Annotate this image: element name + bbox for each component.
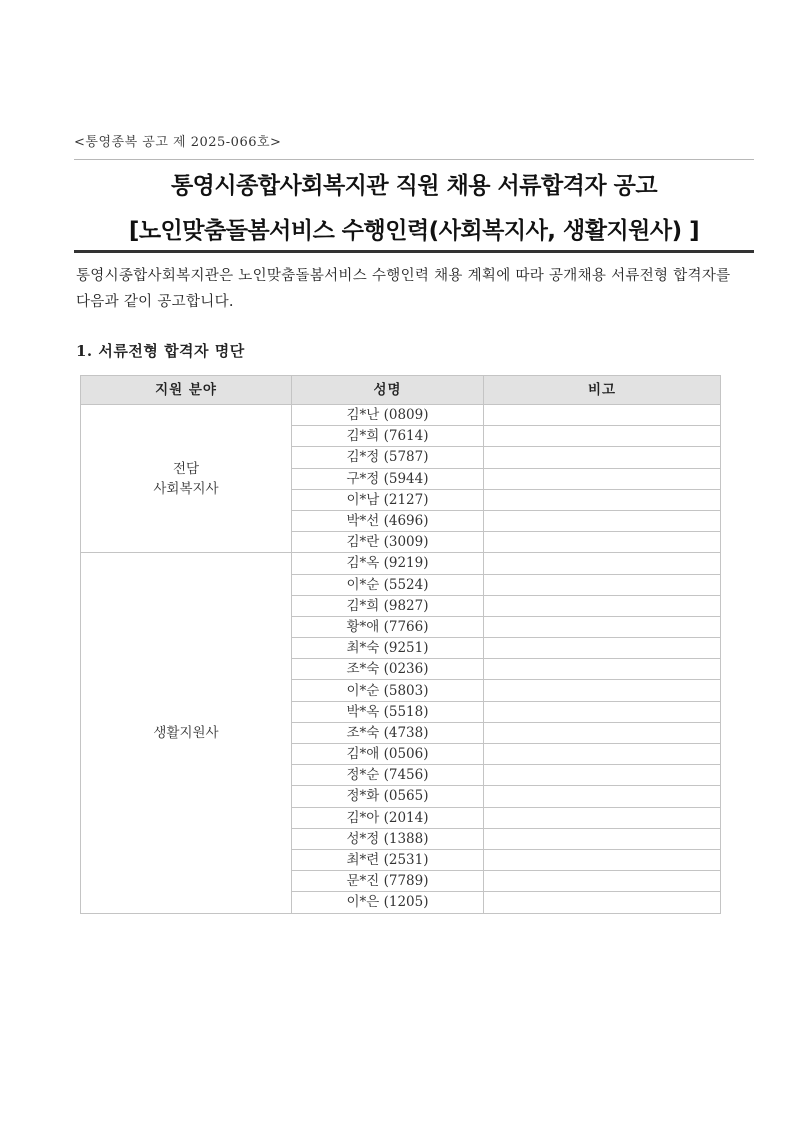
note-cell bbox=[484, 701, 721, 722]
passer-table bbox=[80, 375, 721, 914]
note-cell bbox=[484, 871, 721, 892]
note-cell bbox=[484, 532, 721, 553]
note-cell bbox=[484, 892, 721, 913]
note-cell bbox=[484, 849, 721, 870]
note-cell bbox=[484, 405, 721, 426]
table-row bbox=[81, 553, 721, 574]
name-cell: 김*란 (3009) bbox=[292, 532, 484, 553]
name-cell: 성*정 (1388) bbox=[292, 828, 484, 849]
section-heading: 1. 서류전형 합격자 명단 bbox=[76, 342, 245, 360]
notice-number: <통영종복 공고 제 2025-066호> bbox=[74, 135, 282, 150]
name-cell: 김*희 (7614) bbox=[292, 426, 484, 447]
name-cell: 박*옥 (5518) bbox=[292, 701, 484, 722]
name-cell: 이*남 (2127) bbox=[292, 489, 484, 510]
note-cell bbox=[484, 680, 721, 701]
field-label: 생활지원사 bbox=[153, 724, 219, 741]
name-cell: 최*숙 (9251) bbox=[292, 638, 484, 659]
note-cell bbox=[484, 828, 721, 849]
name-cell: 김*애 (0506) bbox=[292, 744, 484, 765]
note-cell bbox=[484, 638, 721, 659]
name-cell: 이*순 (5803) bbox=[292, 680, 484, 701]
intro-paragraph: 통영시종합사회복지관은 노인맞춤돌봄서비스 수행인력 채용 계획에 따라 공개채용 서류전형 합격자를 다음과 같이 공고합니다. bbox=[76, 268, 731, 310]
name-cell: 정*화 (0565) bbox=[292, 786, 484, 807]
note-cell bbox=[484, 616, 721, 637]
note-cell bbox=[484, 510, 721, 531]
column-header-note: 비고 bbox=[484, 376, 721, 405]
note-cell bbox=[484, 744, 721, 765]
column-header-name: 성명 bbox=[292, 376, 484, 405]
note-cell bbox=[484, 447, 721, 468]
name-cell: 이*순 (5524) bbox=[292, 574, 484, 595]
field-cell-social-worker bbox=[81, 405, 292, 553]
name-cell: 김*아 (2014) bbox=[292, 807, 484, 828]
note-cell bbox=[484, 807, 721, 828]
note-cell bbox=[484, 574, 721, 595]
name-cell: 김*난 (0809) bbox=[292, 405, 484, 426]
name-cell: 김*정 (5787) bbox=[292, 447, 484, 468]
name-cell: 구*정 (5944) bbox=[292, 468, 484, 489]
name-cell: 황*애 (7766) bbox=[292, 616, 484, 637]
name-cell: 조*숙 (4738) bbox=[292, 722, 484, 743]
divider-thick bbox=[74, 250, 754, 253]
field-cell-life-support bbox=[81, 553, 292, 913]
field-label: 사회복지사 bbox=[153, 480, 219, 497]
divider-thin bbox=[74, 159, 754, 160]
note-cell bbox=[484, 659, 721, 680]
name-cell: 문*진 (7789) bbox=[292, 871, 484, 892]
name-cell: 조*숙 (0236) bbox=[292, 659, 484, 680]
table-header-row bbox=[81, 376, 721, 405]
name-cell: 김*희 (9827) bbox=[292, 595, 484, 616]
name-cell: 최*련 (2531) bbox=[292, 849, 484, 870]
note-cell bbox=[484, 426, 721, 447]
page-subtitle: [노인맞춤돌봄서비스 수행인력(사회복지사, 생활지원사) ] bbox=[128, 218, 700, 244]
name-cell: 정*순 (7456) bbox=[292, 765, 484, 786]
note-cell bbox=[484, 489, 721, 510]
note-cell bbox=[484, 722, 721, 743]
note-cell bbox=[484, 468, 721, 489]
page-title: 통영시종합사회복지관 직원 채용 서류합격자 공고 bbox=[170, 173, 658, 199]
note-cell bbox=[484, 595, 721, 616]
name-cell: 박*선 (4696) bbox=[292, 510, 484, 531]
field-label: 전담 bbox=[172, 460, 200, 477]
note-cell bbox=[484, 786, 721, 807]
table-row bbox=[81, 405, 721, 426]
name-cell: 이*은 (1205) bbox=[292, 892, 484, 913]
note-cell bbox=[484, 765, 721, 786]
note-cell bbox=[484, 553, 721, 574]
name-cell: 김*옥 (9219) bbox=[292, 553, 484, 574]
column-header-field: 지원 분야 bbox=[81, 376, 292, 405]
